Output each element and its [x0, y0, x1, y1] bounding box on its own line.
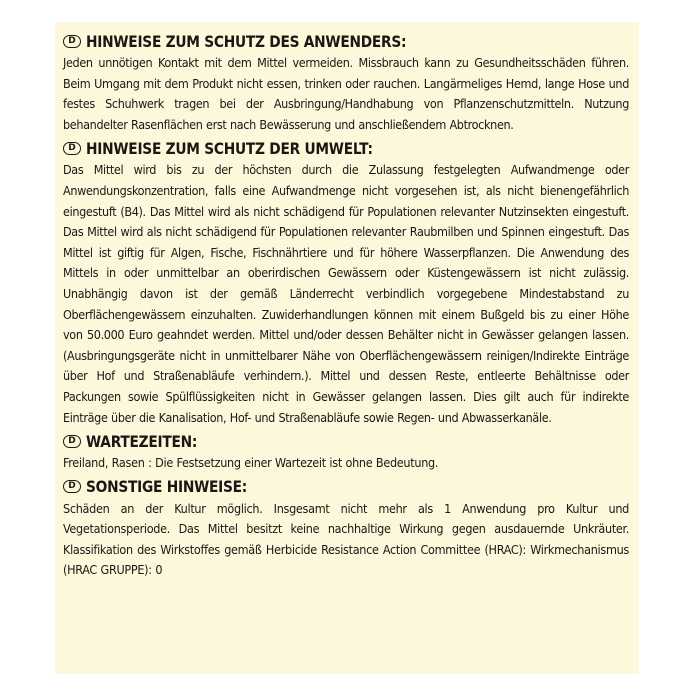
section-heading-row [63, 136, 631, 160]
section-text-environment-protection: Das Mittel wird bis zu der höchsten durch die Zulassung festgelegten Aufwandmenge oder Anwendungskonzentration, falls eine Aufwandmenge nicht vorgesehen ist, als nicht bienengefährlich eingestuft (B4). Das Mittel wird als nicht schädigend für Populationen relevanter Nutzinsekten eingestuft. Das Mittel wird als nicht schädigend für Populationen relevanter Raubmilben und Spinnen eingestuft. Das Mittel ist giftig für Algen, Fische, Fischnährtiere und für höhere Wasserpflanzen. Die Anwendung des Mittels in oder unmittelbar an oberirdischen Gewässern oder Küstengewässern ist nicht zulässig. Unabhängig davon ist der gemäß Länderrecht verbindlich vorgegebene Mindestabstand zu Oberflächengewässern einzuhalten. Zuwiderhandlungen können mit einem Bußgeld bis zu einer Höhe von 50.000 Euro geahndet werden. Mittel und/oder dessen Behälter nicht in Gewässer gelangen lassen. (Ausbringungsgeräte nicht in unmittelbarer Nähe von Oberflächengewässern reinigen/Indirekte Einträge über Hof und Straßenabläufe verhindern.). Mittel und dessen Reste, entleerte Behältnisse oder Packungen sowie Spülflüssigkeiten nicht in Gewässer gelangen lassen. Dies gilt auch für indirekte Einträge über die Kanalisation, Hof- und Straßenabläufe sowie Regen- und Abwasserkanäle. [63, 162, 629, 425]
section-text-waiting-periods: Freiland, Rasen : Die Festsetzung einer Wartezeit ist ohne Bedeutung. [63, 455, 439, 471]
product-label-panel [55, 22, 639, 674]
section-text-other-notes: Schäden an der Kultur möglich. Insgesamt nicht mehr als 1 Anwendung pro Kultur und Vegetationsperiode. Das Mittel besitzt keine nachhaltige Wirkung gegen ausdauernde Unkräuter. Klassifikation des Wirkstoffes gemäß Herbicide Resistance Action Committee (HRAC): Wirkmechanismus (HRAC GRUPPE): 0 [63, 500, 629, 578]
germany-d-badge-icon: D [63, 142, 81, 155]
section-other-notes [63, 475, 631, 581]
section-title-user-protection: HINWEISE ZUM SCHUTZ DES ANWENDERS: [86, 31, 407, 51]
section-title-other-notes: SONSTIGE HINWEISE: [86, 477, 248, 497]
section-text-user-protection: Jeden unnötigen Kontakt mit dem Mittel vermeiden. Missbrauch kann zu Gesundheitsschäden führen. Beim Umgang mit dem Produkt nicht essen, trinken oder rauchen. Langärmeliges Hemd, lange Hose und festes Schuhwerk tragen bei der Ausbringung/Handhabung von Pflanzenschutzmitteln. Nutzung behandelter Rasenflächen erst nach Bewässerung und anschließendem Abtrocknen. [63, 55, 629, 132]
section-environment-protection [63, 136, 631, 428]
section-heading-row [63, 29, 631, 53]
germany-d-badge-icon: D [63, 480, 81, 493]
section-heading-row [63, 429, 631, 453]
section-title-environment-protection: HINWEISE ZUM SCHUTZ DER UMWELT: [86, 138, 373, 158]
section-heading-row [63, 475, 631, 499]
section-title-waiting-periods: WARTEZEITEN: [86, 431, 198, 451]
germany-d-badge-icon: D [63, 435, 81, 448]
section-waiting-periods [63, 429, 631, 474]
germany-d-badge-icon: D [63, 35, 81, 48]
section-user-protection [63, 29, 631, 135]
